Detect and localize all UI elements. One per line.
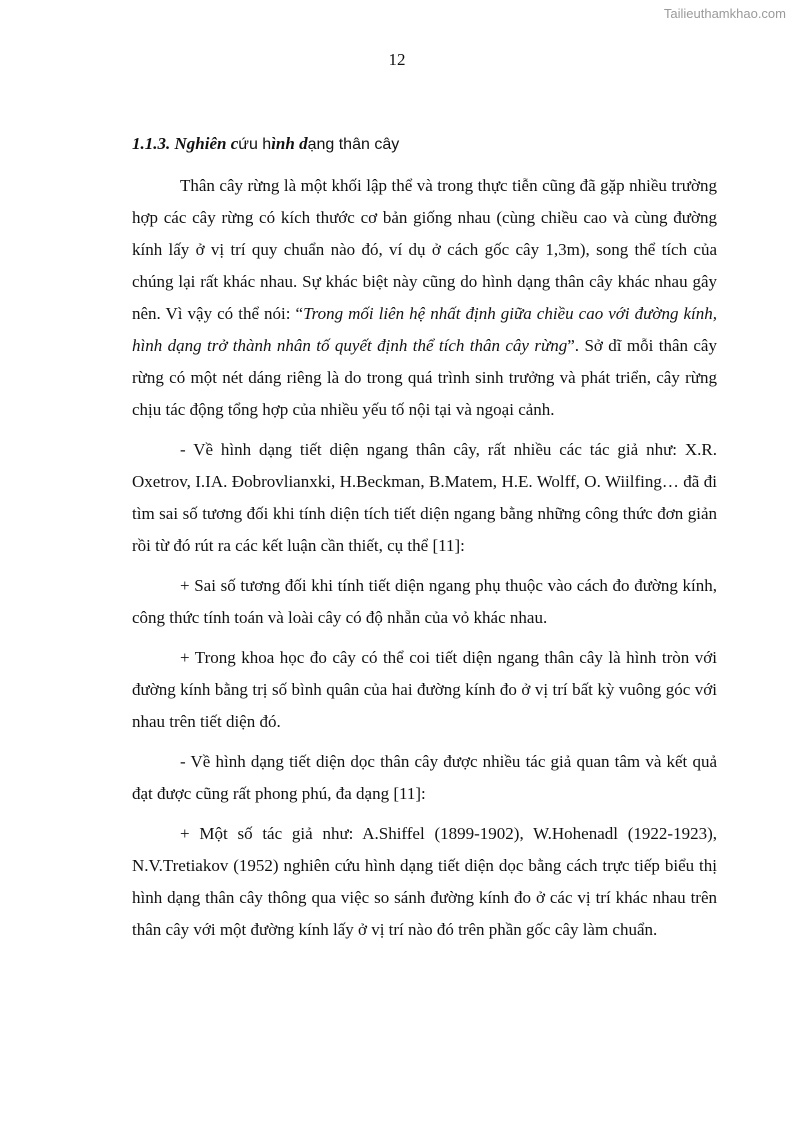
page-number: 12	[388, 50, 406, 69]
paragraph: + Một số tác giả như: A.Shiffel (1899-1902), W.Hohenadl (1922-1923), N.V.Tretiakov (1952) nghiên cứu hình dạng tiết diện dọc bằng cách trực tiếp biểu thị hình dạng thân cây thông qua việc so sánh đường kính đo ở các vị trí khác nhau trên thân cây với một đường kính lấy ở vị trí nào đó trên phần gốc cây làm chuẩn.	[132, 824, 717, 939]
paragraph: + Trong khoa học đo cây có thể coi tiết diện ngang thân cây là hình tròn với đường kính bằng trị số bình quân của hai đường kính đo ở vị trí bất kỳ vuông góc với nhau trên tiết diện đó.	[132, 648, 717, 731]
section-title-part: ứu h	[238, 136, 272, 153]
watermark: Tailieuthamkhao.com	[663, 6, 786, 21]
section-number: 1.1.3.	[132, 134, 171, 153]
section-heading	[132, 134, 399, 154]
section-title-part: ình d	[271, 134, 308, 153]
paragraph-text: Thân cây rừng là một khối lập thể và trong thực tiễn cũng đã gặp nhiều trường hợp các cây rừng có kích thước cơ bản giống nhau (cùng chiều cao và cùng đường kính lấy ở vị trí quy chuẩn nào đó, ví dụ ở cách gốc cây 1,3m), song thể tích của chúng lại rất khác nhau. Sự khác biệt này cũng do hình dạng thân cây khác nhau gây nên. Vì vậy có thể nói: “	[132, 176, 717, 323]
paragraph-text: ”. Sở dĩ mỗi thân cây rừng có một nét dáng riêng là do trong quá trình sinh trưởng và phát triển, cây rừng chịu tác động tổng hợp của nhiều yếu tố nội tại và ngoại cảnh.	[132, 336, 717, 419]
paragraph: + Sai số tương đối khi tính tiết diện ngang phụ thuộc vào cách đo đường kính, công thức tính toán và loài cây có độ nhẵn của vỏ khác nhau.	[132, 576, 717, 627]
body-text	[132, 170, 717, 954]
paragraph	[132, 170, 717, 426]
paragraph: - Về hình dạng tiết diện ngang thân cây, rất nhiều các tác giả như: X.R. Oxetrov, I.IA. Đobrovlianxki, H.Beckman, B.Matem, H.E. Wolff, O. Wiilfing… đã đi tìm sai số tương đối khi tính diện tích tiết diện ngang bằng những công thức đơn giản rồi từ đó rút ra các kết luận cần thiết, cụ thể [11]:	[132, 440, 717, 555]
section-title-part: Nghiên c	[174, 134, 239, 153]
paragraph: - Về hình dạng tiết diện dọc thân cây được nhiều tác giả quan tâm và kết quả đạt được cũng rất phong phú, đa dạng [11]:	[132, 752, 717, 803]
quoted-italic-text: Trong mối liên hệ nhất định giữa chiều cao với đường kính, hình dạng trở thành nhân tố quyết định thể tích thân cây rừng	[132, 304, 718, 355]
section-title-part: ạng thân cây	[307, 136, 400, 153]
